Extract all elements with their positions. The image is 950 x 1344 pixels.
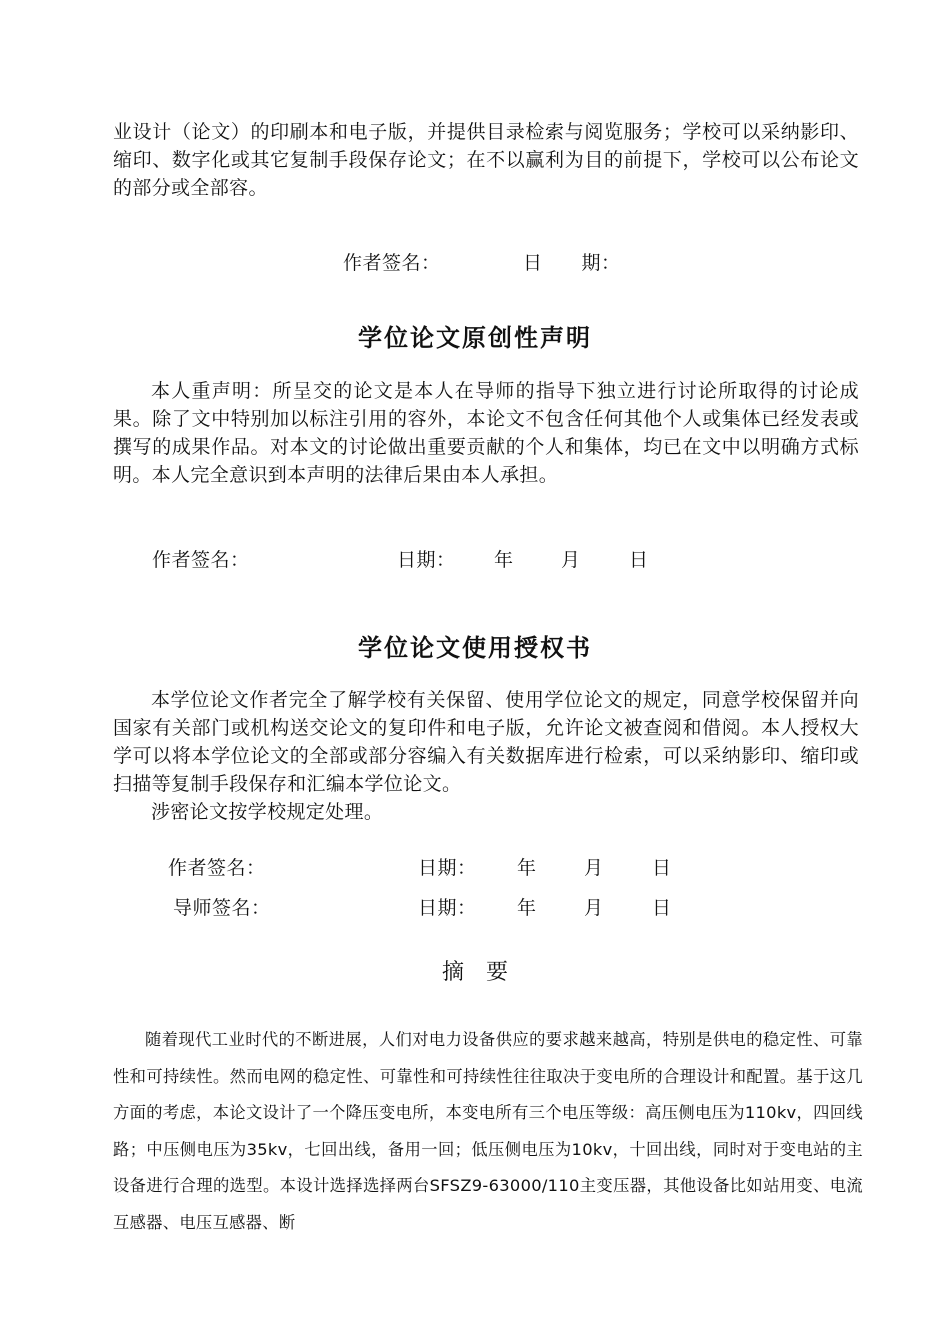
authorization-advisor-signature-label: 导师签名：: [173, 897, 271, 919]
originality-month: 月: [561, 549, 581, 571]
authorization-body: 本学位论文作者完全了解学校有关保留、使用学位论文的规定，同意学校保留并向国家有关部门或机构送交论文的复印件和电子版，允许论文被查阅和借阅。本人授权大学可以将本学位论文的全部或部分容编入有关数据库进行检索，可以采纳影印、缩印或扫描等复制手段保存和汇编本学位论文。: [113, 689, 859, 795]
authorization-advisor-date-label: 日期：: [418, 897, 477, 919]
authorization-advisor-day: 日: [652, 897, 672, 919]
top-date-label: 日 期：: [523, 252, 621, 274]
abstract-body: 随着现代工业时代的不断进展，人们对电力设备供应的要求越来越高，特别是供电的稳定性、可靠性和可持续性。然而电网的稳定性、可靠性和可持续性往往取决于变电所的合理设计和配置。基于这几方面的考虑，本论文设计了一个降压变电所，本变电所有三个电压等级：高压侧电压为110kv，四回线路；中压侧电压为35kv，七回出线，备用一回；低压侧电压为10kv，十回出线，同时对于变电站的主设备进行合理的选型。本设计选择选择两台SFSZ9-63000/110主变压器，其他设备比如站用变、电流互感器、电压互感器、断: [113, 1030, 863, 1232]
authorization-advisor-month: 月: [584, 897, 604, 919]
authorization-author-date-label: 日期：: [418, 857, 477, 879]
originality-date-label: 日期：: [397, 549, 456, 571]
abstract-title: 摘 要: [441, 960, 508, 985]
originality-year: 年: [494, 549, 514, 571]
originality-day: 日: [629, 549, 649, 571]
authorization-author-month: 月: [584, 857, 604, 879]
authorization-author-signature-label: 作者签名：: [168, 857, 266, 879]
originality-body: 本人重声明：所呈交的论文是本人在导师的指导下独立进行讨论所取得的讨论成果。除了文中特别加以标注引用的容外，本论文不包含任何其他个人或集体已经发表或撰写的成果作品。对本文的讨论做出重要贡献的个人和集体，均已在文中以明确方式标明。本人完全意识到本声明的法律后果由本人承担。: [113, 380, 859, 486]
authorization-advisor-year: 年: [517, 897, 537, 919]
authorization-title: 学位论文使用授权书: [358, 634, 592, 662]
authorization-author-year: 年: [517, 857, 537, 879]
top-paragraph: 业设计（论文）的印刷本和电子版，并提供目录检索与阅览服务；学校可以采纳影印、缩印、数字化或其它复制手段保存论文；在不以赢利为目的前提下，学校可以公布论文的部分或全部容。: [113, 121, 859, 199]
authorization-secret-note: 涉密论文按学校规定处理。: [151, 801, 384, 823]
top-author-signature-label: 作者签名：: [343, 252, 441, 274]
originality-author-signature-label: 作者签名：: [152, 549, 250, 571]
originality-title: 学位论文原创性声明: [358, 324, 592, 352]
authorization-author-day: 日: [652, 857, 672, 879]
